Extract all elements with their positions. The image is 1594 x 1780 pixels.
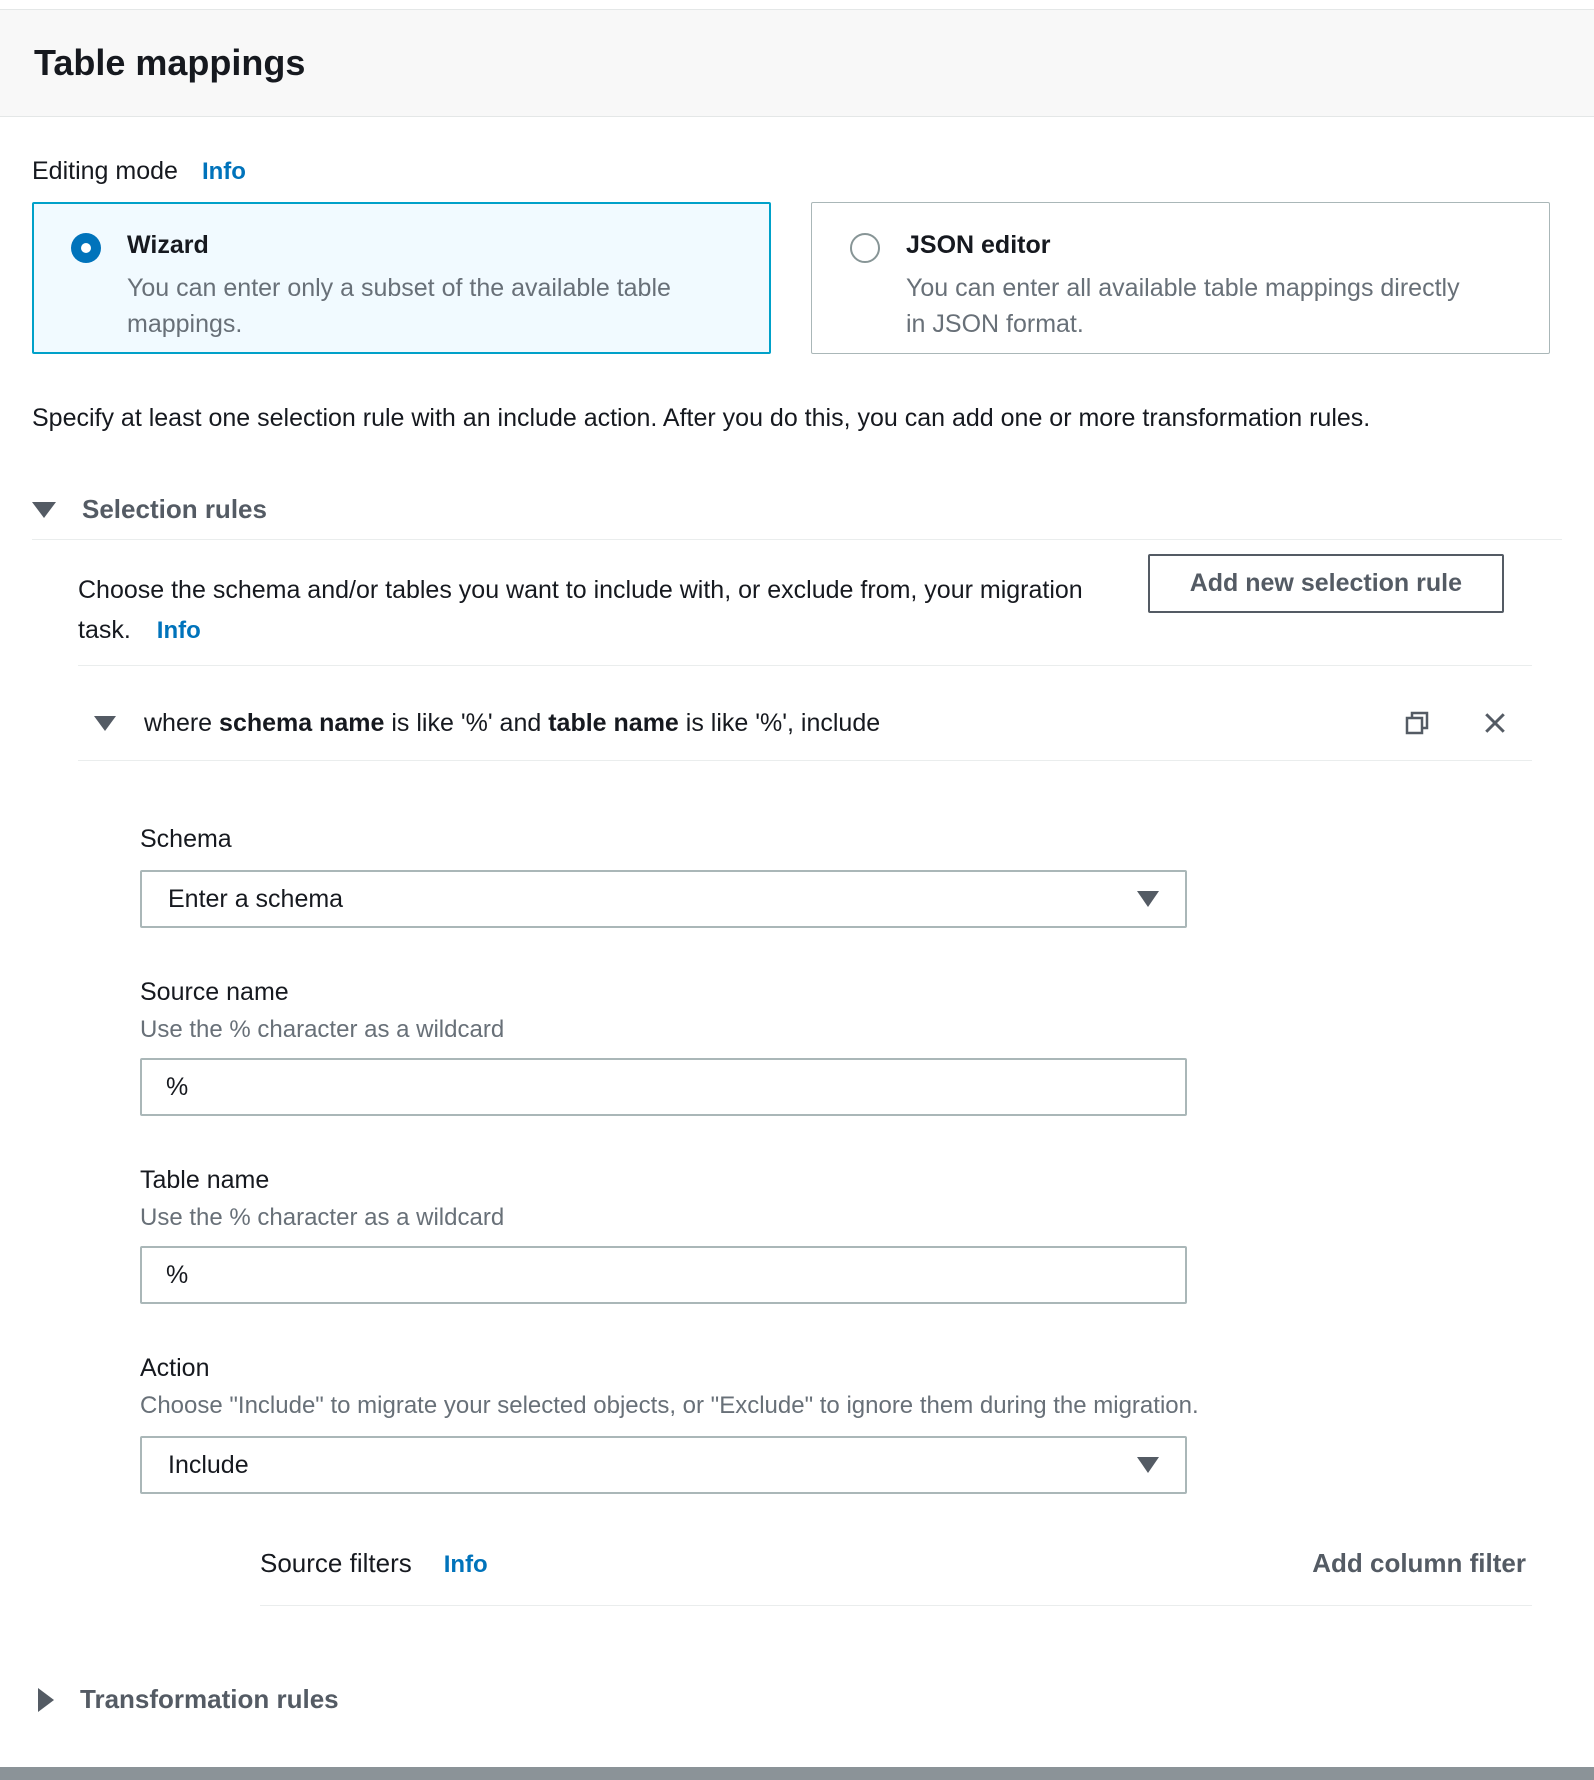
transformation-rules-section-header[interactable] <box>32 1684 1562 1715</box>
json-editor-radio-button[interactable] <box>850 233 880 263</box>
table-name-input[interactable] <box>140 1246 1187 1304</box>
source-name-helper: Use the % character as a wildcard <box>140 1016 505 1043</box>
editing-mode-options <box>32 202 1562 354</box>
caret-right-icon <box>38 1688 54 1712</box>
source-name-input[interactable] <box>140 1058 1187 1116</box>
summary-table-field: table name <box>548 708 679 737</box>
rule-action-icons <box>1402 708 1510 738</box>
add-selection-rule-button[interactable]: Add new selection rule <box>1148 554 1504 613</box>
action-select[interactable] <box>140 1436 1187 1494</box>
selection-rules-info-link[interactable]: Info <box>156 617 201 644</box>
schema-select-value: Enter a schema <box>168 884 344 913</box>
chevron-down-icon <box>1137 1457 1159 1473</box>
action-select-value: Include <box>168 1450 249 1479</box>
source-filters-divider <box>260 1605 1532 1606</box>
selection-rule-summary-text <box>144 709 880 738</box>
selection-rule-form <box>140 825 1532 1606</box>
action-field-group <box>140 1354 1532 1494</box>
selection-rules-section-header[interactable] <box>32 494 1562 525</box>
selection-rules-toolbar <box>78 570 1532 651</box>
table-name-field-group <box>140 1166 1532 1304</box>
bottom-scrollbar-track <box>0 1767 1594 1780</box>
remove-rule-button[interactable] <box>1480 708 1510 738</box>
source-name-label: Source name <box>140 978 289 1006</box>
wizard-option-description: You can enter only a subset of the available table mappings. <box>127 274 671 338</box>
wizard-option-card[interactable] <box>32 202 771 354</box>
action-label: Action <box>140 1354 210 1382</box>
schema-label: Schema <box>140 825 232 853</box>
page-header <box>0 9 1594 117</box>
copy-icon <box>1402 708 1432 738</box>
json-editor-option-description: You can enter all available table mappings directly in JSON format. <box>906 274 1460 338</box>
summary-schema-field: schema name <box>219 708 385 737</box>
schema-field-group <box>140 825 1532 928</box>
toolbar-divider <box>78 665 1532 666</box>
editing-mode-row <box>32 157 1562 186</box>
caret-down-icon <box>94 716 116 731</box>
page-title: Table mappings <box>34 42 306 83</box>
caret-down-icon <box>32 502 56 518</box>
page-content <box>0 157 1594 1715</box>
selection-rules-title: Selection rules <box>82 494 267 524</box>
source-name-field-group <box>140 978 1532 1116</box>
source-filters-info-link[interactable]: Info <box>443 1551 488 1578</box>
close-icon <box>1480 708 1510 738</box>
duplicate-rule-button[interactable] <box>1402 708 1432 738</box>
section-divider <box>32 539 1562 540</box>
source-filters-section <box>260 1548 1532 1606</box>
action-helper: Choose "Include" to migrate your selected objects, or "Exclude" to ignore them during the migration. <box>140 1392 1199 1419</box>
table-name-helper: Use the % character as a wildcard <box>140 1204 505 1231</box>
table-name-label: Table name <box>140 1166 270 1194</box>
json-editor-option-label: JSON editor <box>906 231 1051 259</box>
selection-rule-summary-row[interactable] <box>78 708 1532 738</box>
summary-part3: is like '%', include <box>678 708 881 737</box>
source-filters-row <box>260 1548 1532 1579</box>
wizard-option-label: Wizard <box>127 231 209 259</box>
rule-divider <box>78 760 1532 761</box>
selection-rules-body <box>78 570 1532 1606</box>
transformation-rules-title: Transformation rules <box>80 1684 339 1714</box>
add-column-filter-button[interactable]: Add column filter <box>1312 1548 1526 1578</box>
summary-part2: is like '%' and <box>384 708 549 737</box>
selection-rules-description <box>78 570 1108 651</box>
chevron-down-icon <box>1137 891 1159 907</box>
schema-select[interactable] <box>140 870 1187 928</box>
editing-mode-label: Editing mode <box>32 157 178 185</box>
editing-mode-info-link[interactable]: Info <box>201 158 246 185</box>
summary-part1: where <box>144 708 220 737</box>
json-editor-option-card[interactable] <box>811 202 1550 354</box>
intro-text: Specify at least one selection rule with an include action. After you do this, you can add one or more transformation rules. <box>32 404 1371 432</box>
source-filters-label: Source filters <box>260 1548 412 1578</box>
wizard-option-text <box>127 231 687 352</box>
json-editor-option-text <box>906 231 1466 353</box>
wizard-radio-button[interactable] <box>71 233 101 263</box>
selection-rules-description-text: Choose the schema and/or tables you want to include with, or exclude from, your migration task. <box>78 576 1083 644</box>
